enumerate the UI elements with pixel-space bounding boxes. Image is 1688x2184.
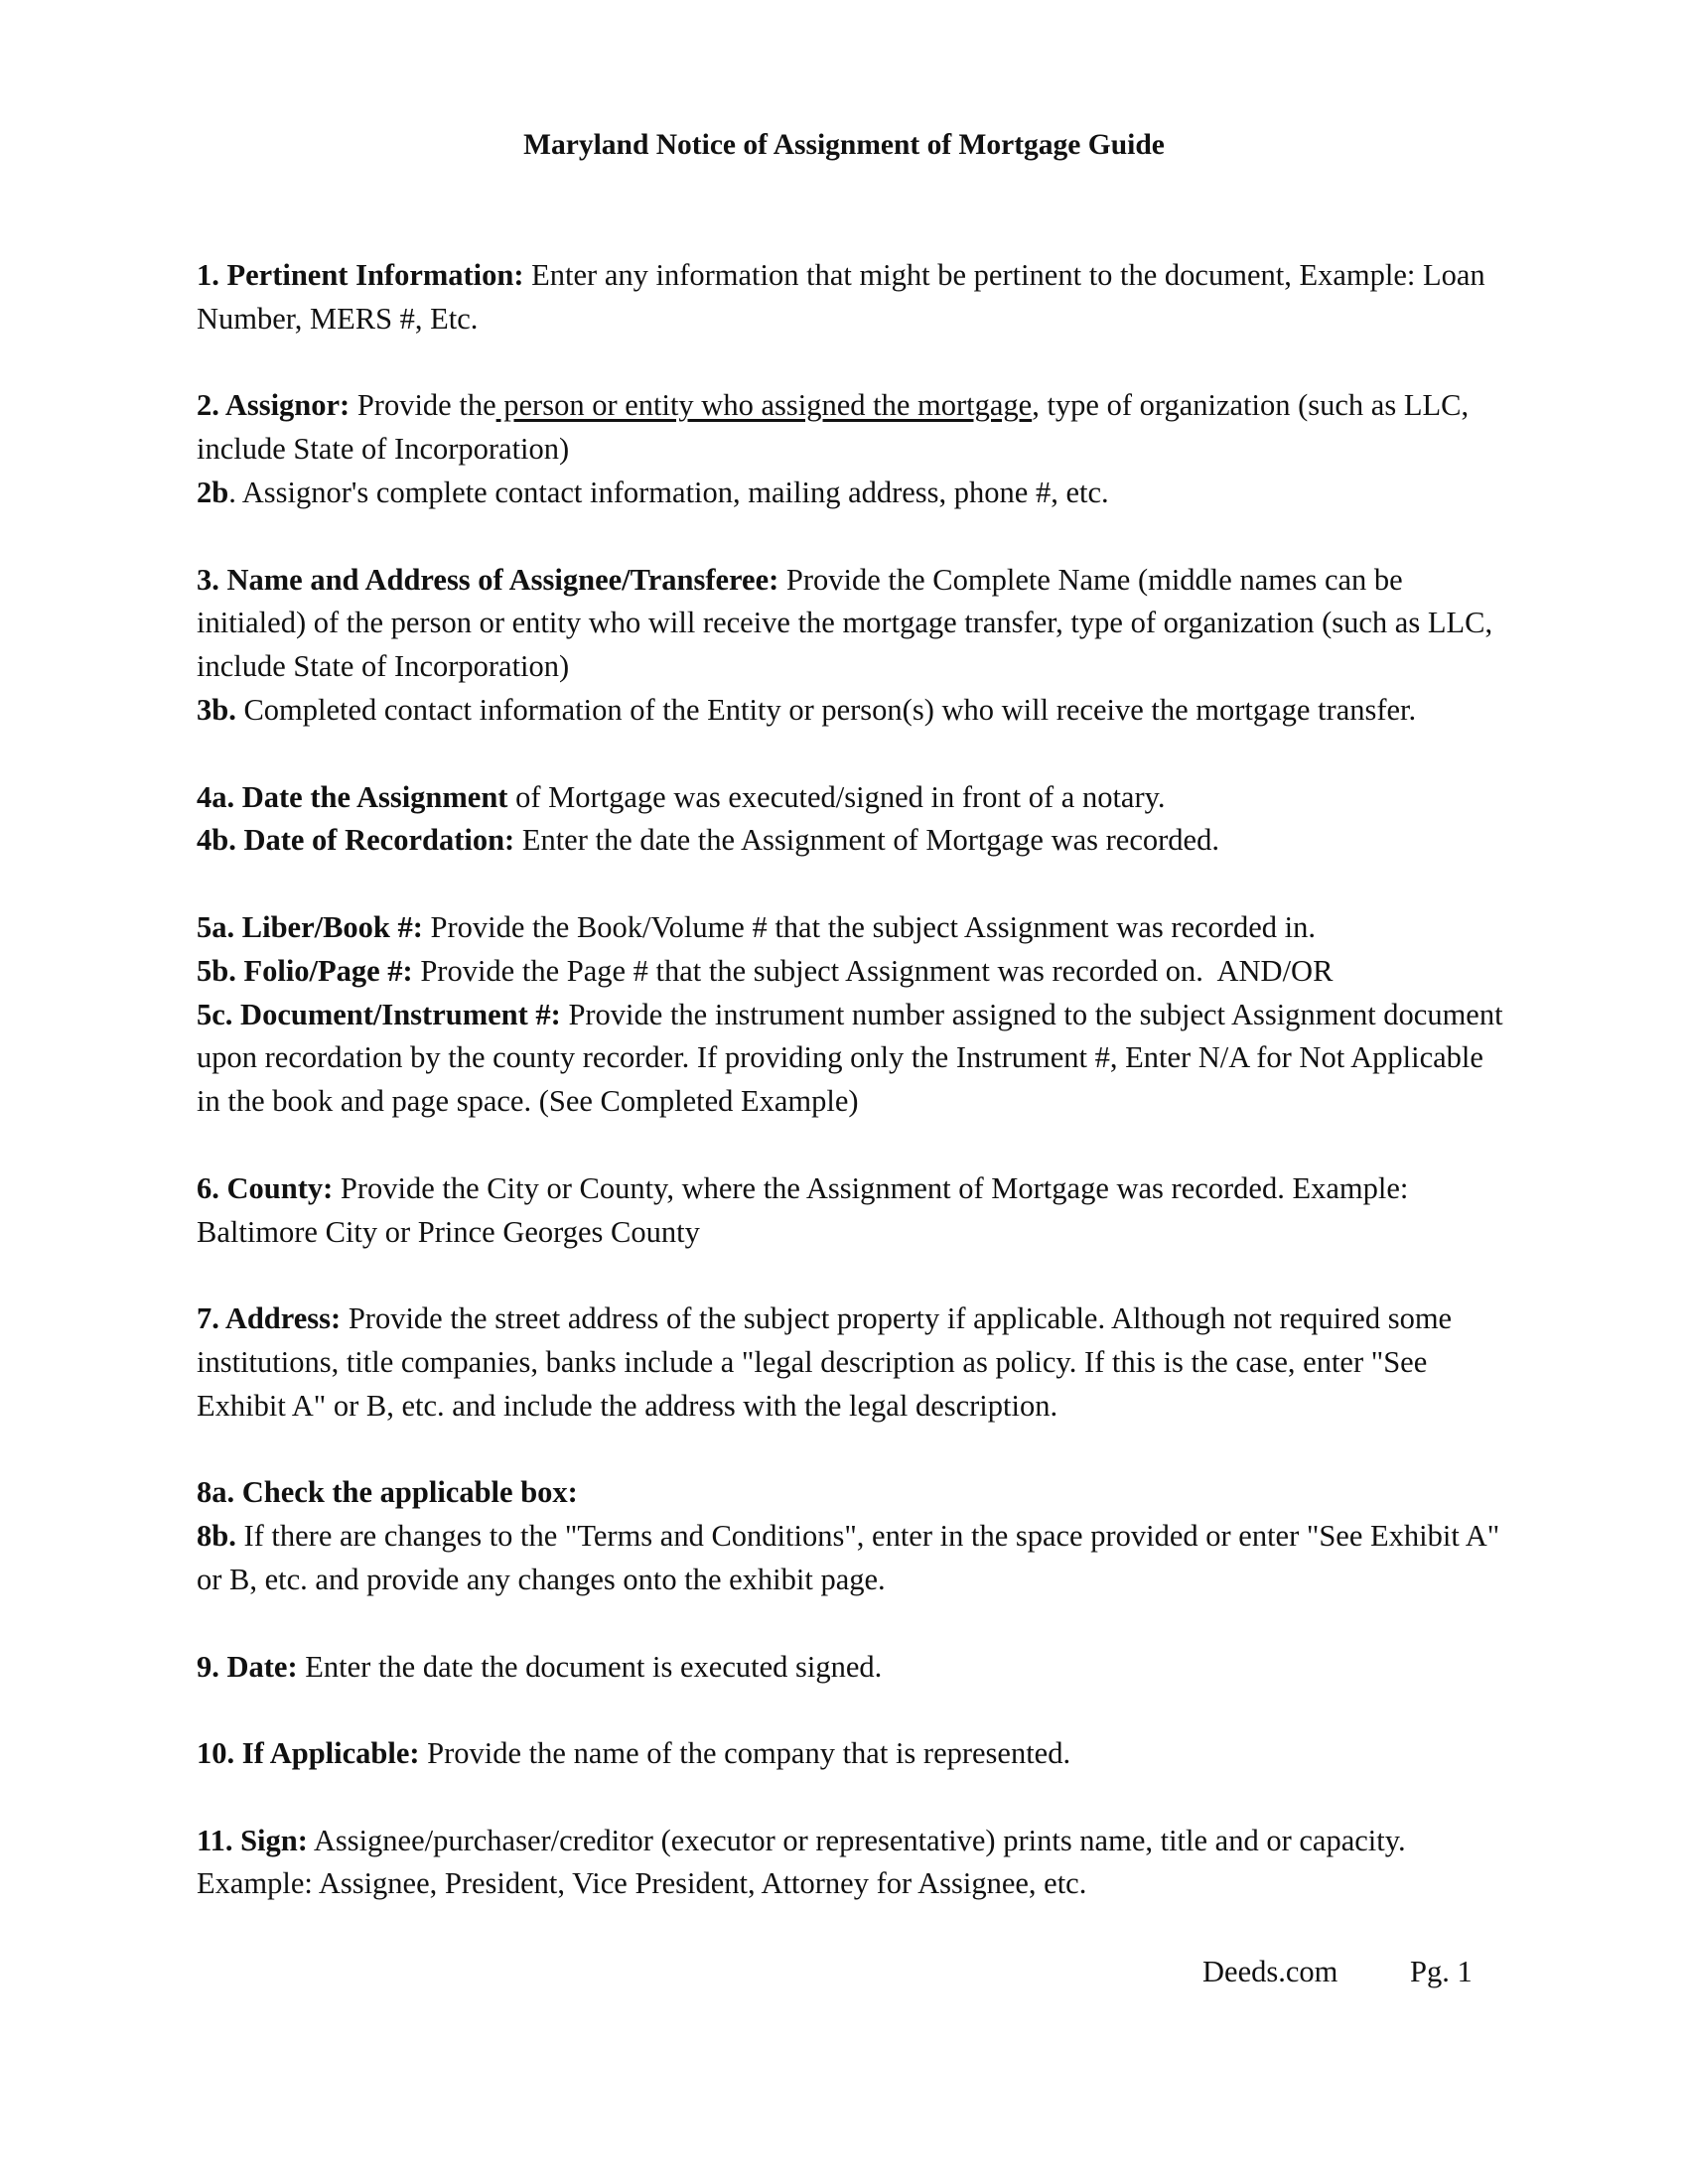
item-7-label: 7. Address: xyxy=(197,1301,342,1336)
item-1 xyxy=(197,254,1507,341)
item-8b xyxy=(197,1515,1507,1602)
item-11 xyxy=(197,1820,1507,1907)
item-3-label: 3. Name and Address of Assignee/Transferee: xyxy=(197,562,779,597)
item-11-label: 11. Sign: xyxy=(197,1823,308,1857)
item-3b-label: 3b. xyxy=(197,692,236,727)
item-8b-text: If there are changes to the "Terms and Conditions", enter in the space provided or enter "See Exhibit A" or B, etc. and provide any changes onto the exhibit page. xyxy=(197,1519,1500,1596)
item-2-underlined: person or entity who assigned the mortgage xyxy=(495,388,1033,423)
item-8a xyxy=(197,1471,1507,1515)
item-4b xyxy=(197,819,1507,863)
section-4 xyxy=(197,776,1507,864)
item-3 xyxy=(197,559,1507,689)
item-9-text: Enter the date the document is executed signed. xyxy=(297,1649,883,1684)
page-title: Maryland Notice of Assignment of Mortgage Guide xyxy=(523,129,1165,161)
guide-content xyxy=(197,254,1507,1950)
item-5b-label: 5b. Folio/Page #: xyxy=(197,953,413,988)
item-5c-label: 5c. Document/Instrument #: xyxy=(197,997,561,1031)
section-7 xyxy=(197,1297,1507,1428)
section-6 xyxy=(197,1167,1507,1255)
section-5 xyxy=(197,906,1507,1124)
item-6-label: 6. County: xyxy=(197,1170,334,1205)
item-9 xyxy=(197,1646,1507,1690)
section-9 xyxy=(197,1646,1507,1690)
page-footer xyxy=(0,1952,1688,1991)
item-3b xyxy=(197,689,1507,733)
item-3b-text: Completed contact information of the Entity or person(s) who will receive the mortgage transfer. xyxy=(235,692,1417,727)
item-4a-label: 4a. Date the Assignment xyxy=(197,779,508,814)
item-6 xyxy=(197,1167,1507,1255)
item-2-label: 2. Assignor: xyxy=(197,388,351,423)
item-7 xyxy=(197,1297,1507,1428)
item-5c xyxy=(197,994,1507,1124)
item-10-text: Provide the name of the company that is represented. xyxy=(419,1736,1071,1771)
item-10-label: 10. If Applicable: xyxy=(197,1736,420,1771)
item-5b-text: Provide the Page # that the subject Assignment was recorded on. AND/OR xyxy=(412,953,1334,988)
section-2 xyxy=(197,384,1507,514)
item-2 xyxy=(197,384,1507,472)
item-5a-label: 5a. Liber/Book #: xyxy=(197,909,423,944)
section-3 xyxy=(197,559,1507,733)
section-10 xyxy=(197,1732,1507,1776)
item-5b xyxy=(197,950,1507,994)
item-5a xyxy=(197,906,1507,950)
item-8b-label: 8b. xyxy=(197,1519,236,1554)
section-11 xyxy=(197,1820,1507,1907)
item-4a xyxy=(197,776,1507,820)
footer-brand: Deeds.com xyxy=(1202,1955,1338,1988)
page-number: Pg. 1 xyxy=(1410,1955,1473,1988)
item-10 xyxy=(197,1732,1507,1776)
item-5c-text: Provide the instrument number assigned to the subject Assignment document upon recordation by the county recorder. If providing only the Instrument #, Enter N/A for Not Applicable in the book and page space. (See Completed Example) xyxy=(197,997,1503,1119)
section-8 xyxy=(197,1471,1507,1601)
item-2-text-after: , type of organization (such as LLC, include State of Incorporation) xyxy=(197,388,1470,467)
item-6-text: Provide the City or County, where the Assignment of Mortgage was recorded. Example: Baltimore City or Prince Georges County xyxy=(197,1170,1409,1249)
item-4b-label: 4b. Date of Recordation: xyxy=(197,823,515,858)
section-1 xyxy=(197,254,1507,341)
item-5a-text: Provide the Book/Volume # that the subject Assignment was recorded in. xyxy=(422,909,1316,944)
item-3-text: Provide the Complete Name (middle names can be initialed) of the person or entity who will receive the mortgage transfer, type of organization (such as LLC, include State of Incorporation) xyxy=(197,562,1493,684)
item-8a-label: 8a. Check the applicable box: xyxy=(197,1475,578,1510)
item-2b-text: . Assignor's complete contact information, mailing address, phone #, etc. xyxy=(228,475,1109,509)
item-1-text: Enter any information that might be pertinent to the document, Example: Loan Number, MERS #, Etc. xyxy=(197,258,1485,336)
item-2b-label: 2b xyxy=(197,475,229,509)
item-7-text: Provide the street address of the subject property if applicable. Although not required some institutions, title companies, banks include a "legal description as policy. If this is the case, enter "See Exhibit A" or B, etc. and include the address with the legal description. xyxy=(197,1301,1453,1423)
item-11-text: Assignee/purchaser/creditor (executor or representative) prints name, title and or capacity. Example: Assignee, President, Vice President, Attorney for Assignee, etc. xyxy=(197,1823,1406,1901)
item-4b-text: Enter the date the Assignment of Mortgage was recorded. xyxy=(514,823,1219,858)
item-4a-text: of Mortgage was executed/signed in front of a notary. xyxy=(507,779,1166,814)
item-2b xyxy=(197,472,1507,515)
item-1-label: 1. Pertinent Information: xyxy=(197,258,524,292)
item-9-label: 9. Date: xyxy=(197,1649,298,1684)
item-2-text-before: Provide the xyxy=(350,388,496,423)
